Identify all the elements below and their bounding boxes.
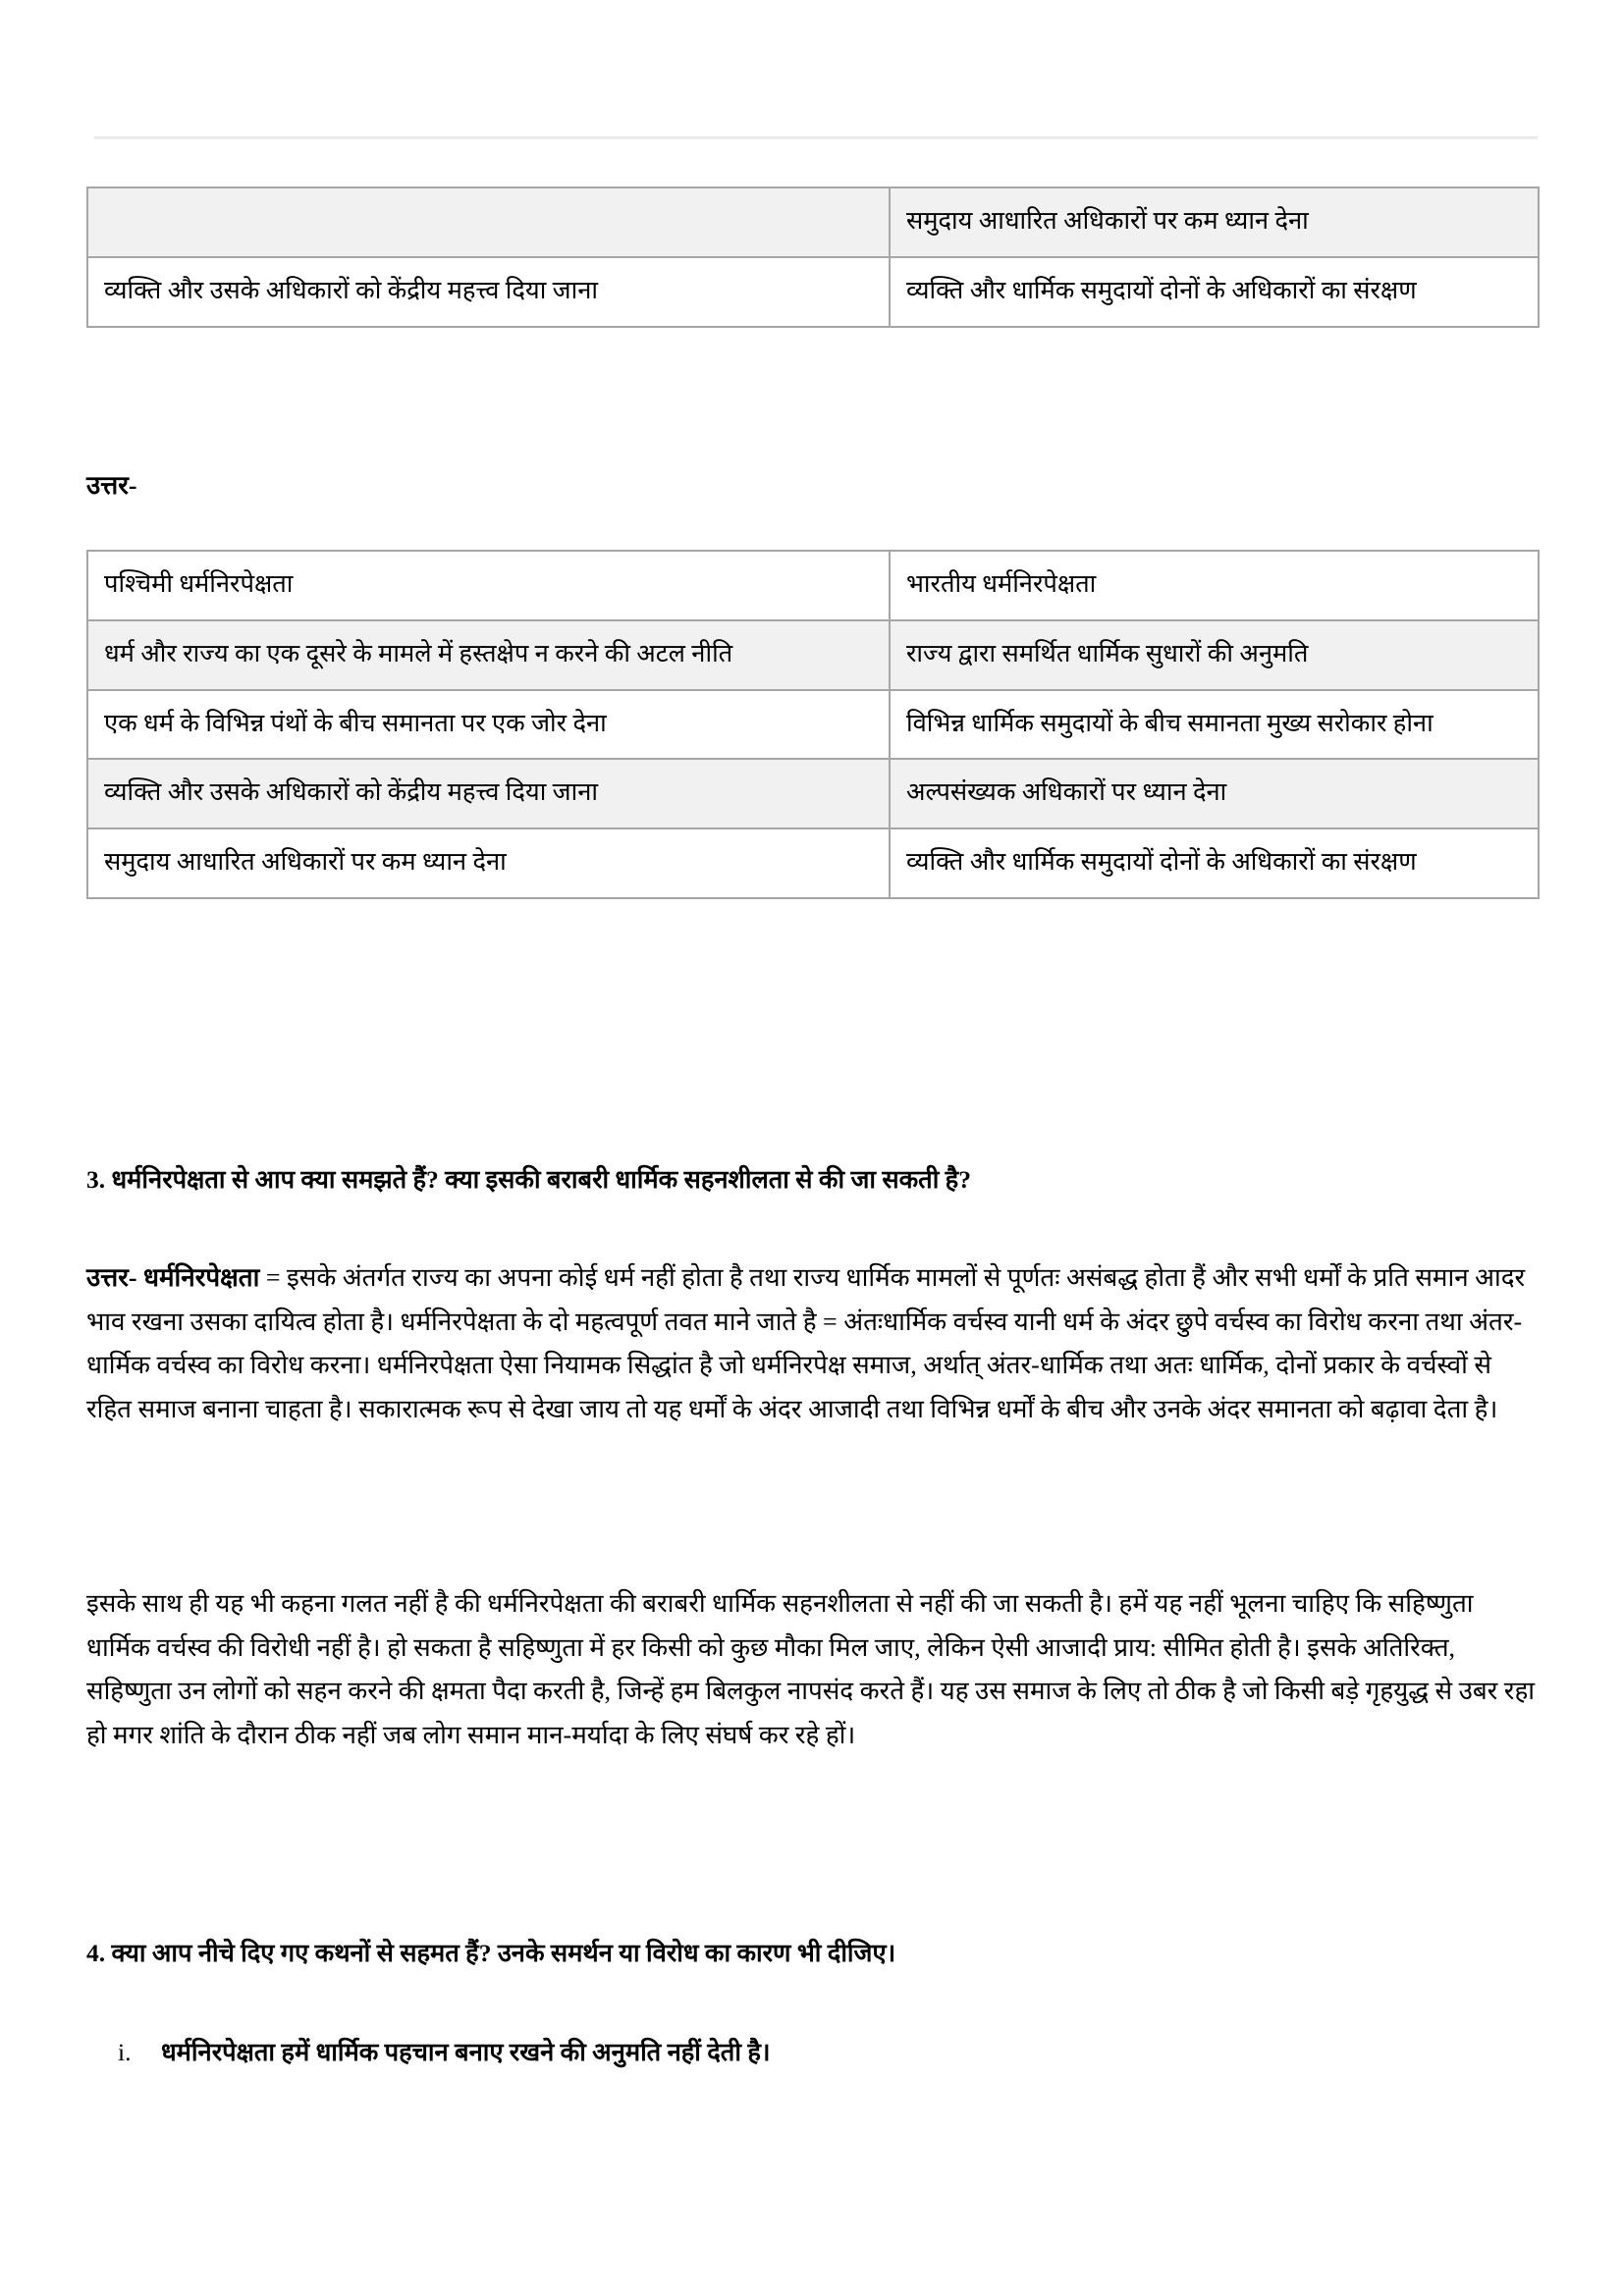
- table-cell-right: समुदाय आधारित अधिकारों पर कम ध्यान देना: [890, 187, 1539, 257]
- table-cell-right: अल्पसंख्यक अधिकारों पर ध्यान देना: [890, 759, 1539, 828]
- top-table-fragment-wrapper: [86, 187, 1540, 328]
- table-cell-left: व्यक्ति और उसके अधिकारों को केंद्रीय महत्त्व दिया जाना: [87, 257, 890, 327]
- table-header-row: [87, 551, 1539, 620]
- table-row: [87, 257, 1539, 327]
- answer-comparison-table: [86, 550, 1540, 899]
- answer-prefix-bold: उत्तर- धर्मनिरपेक्षता: [86, 1263, 260, 1292]
- table-row: [87, 187, 1539, 257]
- question-3-answer-paragraph-2: इसके साथ ही यह भी कहना गलत नहीं है की धर्मनिरपेक्षता की बराबरी धार्मिक सहनशीलता से नहीं की जा सकती है। हमें यह नहीं भूलना चाहिए कि सहिष्णुता धार्मिक वर्चस्व की विरोधी नहीं है। हो सकता है सहिष्णुता में हर किसी को कुछ मौका मिल जाए, लेकिन ऐसी आजादी प्राय: सीमित होती है। इसके अतिरिक्त, सहिष्णुता उन लोगों को सहन करने की क्षमता पैदा करती है, जिन्हें हम बिलकुल नापसंद करते हैं। यह उस समाज के लिए तो ठीक है जो किसी बड़े गृहयुद्ध से उबर रहा हो मगर शांति के दौरान ठीक नहीं जब लोग समान मान-मर्यादा के लिए संघर्ष कर रहे हों।: [86, 1589, 1535, 1750]
- column-header-western: पश्चिमी धर्मनिरपेक्षता: [87, 551, 890, 620]
- answer-body-text: = इसके अंतर्गत राज्य का अपना कोई धर्म नहीं होता है तथा राज्य धार्मिक मामलों से पूर्णतः असंबद्ध होता हैं और सभी धर्मों के प्रति समान आदर भाव रखना उसका दायित्व होता है। धर्मनिरपेक्षता के दो महत्वपूर्ण तवत माने जाते है = अंतःधार्मिक वर्चस्व यानी धर्म के अंदर छुपे वर्चस्व का विरोध करना तथा अंतर-धार्मिक वर्चस्व का विरोध करना। धर्मनिरपेक्षता ऐसा नियामक सिद्धांत है जो धर्मनिरपेक्ष समाज, अर्थात् अंतर-धार्मिक तथा अतः धार्मिक, दोनों प्रकार के वर्चस्वों से रहित समाज बनाना चाहता है। सकारात्मक रूप से देखा जाय तो यह धर्माें के अंदर आजादी तथा विभिन्न धर्मों के बीच और उनके अंदर समानता को बढ़ावा देता है।: [86, 1263, 1526, 1424]
- table-row: [87, 828, 1539, 898]
- answer-label: उत्तर-: [86, 471, 137, 500]
- table-cell-left: एक धर्म के विभिन्न पंथों के बीच समानता पर एक जोर देना: [87, 690, 890, 760]
- list-item-text: धर्मनिरपेक्षता हमें धार्मिक पहचान बनाए रखने की अनुमति नहीं देती है।: [161, 2038, 771, 2066]
- answer-table-wrapper: [86, 550, 1540, 899]
- top-comparison-table: [86, 187, 1540, 328]
- column-header-indian: भारतीय धर्मनिरपेक्षता: [890, 551, 1539, 620]
- question-3-heading: 3. धर्मनिरपेक्षता से आप क्या समझते हैं? क्या इसकी बराबरी धार्मिक सहनशीलता से की जा सकती है?: [86, 1165, 971, 1194]
- question-3-answer-paragraph-1: [86, 1256, 1538, 1432]
- table-row: [87, 620, 1539, 690]
- table-cell-left: धर्म और राज्य का एक दूसरे के मामले में हस्तक्षेप न करने की अटल नीति: [87, 620, 890, 690]
- table-cell-right: विभिन्न धार्मिक समुदायों के बीच समानता मुख्य सरोकार होना: [890, 690, 1539, 760]
- table-cell-right: व्यक्ति और धार्मिक समुदायों दोनों के अधिकारों का संरक्षण: [890, 257, 1539, 327]
- question-4-heading: 4. क्या आप नीचे दिए गए कथनों से सहमत हैं? उनके समर्थन या विरोध का कारण भी दीजिए।: [86, 1939, 896, 1967]
- table-cell-left: [87, 187, 890, 257]
- question-4-item-i: [118, 2034, 1532, 2071]
- header-divider-rule: [94, 136, 1538, 139]
- table-cell-right: व्यक्ति और धार्मिक समुदायों दोनों के अधिकारों का संरक्षण: [890, 828, 1539, 898]
- table-cell-left: समुदाय आधारित अधिकारों पर कम ध्यान देना: [87, 828, 890, 898]
- table-cell-right: राज्य द्वारा समर्थित धार्मिक सुधारों की अनुमति: [890, 620, 1539, 690]
- table-row: [87, 759, 1539, 828]
- table-row: [87, 690, 1539, 760]
- table-cell-left: व्यक्ति और उसके अधिकारों को केंद्रीय महत्त्व दिया जाना: [87, 759, 890, 828]
- list-marker: i.: [118, 2038, 132, 2066]
